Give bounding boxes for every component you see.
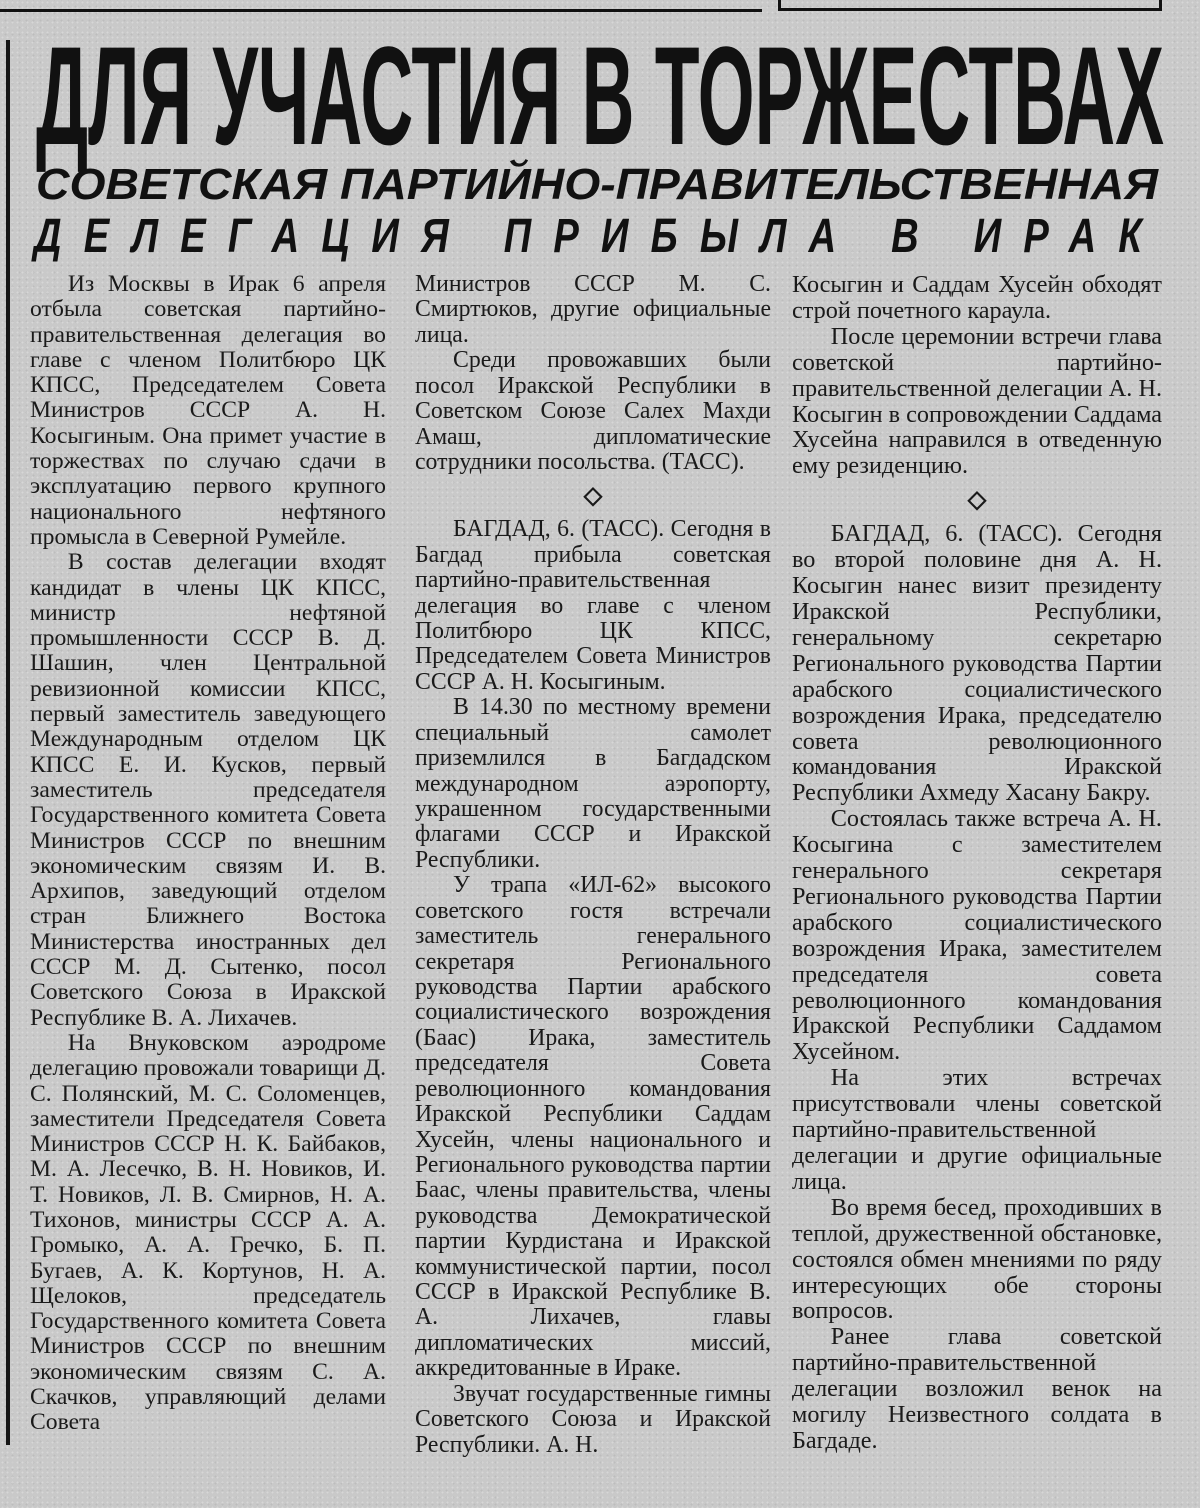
paragraph: БАГДАД, 6. (ТАСС). Сегодня во второй половине дня А. Н. Косыгин нанес визит президенту Иракской Республики, генеральному секретарю Регионального руководства Партии арабского социалистического возрождения Ирака, председателю совета революционного командования Иракской Республики Ахмеду Хасану Бакру. — [792, 520, 1162, 807]
paragraph: БАГДАД, 6. (ТАСС). Сегодня в Багдад прибыла советская партийно-правительственная делегация во главе с членом Политбюро ЦК КПСС, Председателем Совета Министров СССР А. Н. Косыгиным. — [415, 516, 771, 695]
article-column-1 — [30, 272, 386, 1436]
paragraph: Из Москвы в Ирак 6 апреля отбыла советская партийно-правительственная делегация во главе с членом Политбюро ЦК КПСС, Председателем Совета Министров СССР А. Н. Косыгиным. Она примет участие в торжествах по случаю сдачи в эксплуатацию первого крупного национального нефтяного промысла в Северной Румейле. — [30, 271, 386, 550]
paragraph: Во время бесед, проходивших в теплой, дружественной обстановке, состоялся обмен мнениями по ряду интересующих обе стороны вопросов. — [792, 1193, 1162, 1325]
paragraph: На Внуковском аэродроме делегацию провожали товарищи Д. С. Полянский, М. С. Соломенцев, заместители Председателя Совета Министров СССР Н. К. Байбаков, М. А. Лесечко, В. Н. Новиков, И. Т. Новиков, Л. В. Смирнов, Н. А. Тихонов, министры СССР А. А. Громыко, А. А. Гречко, Б. П. Бугаев, А. К. Кортунов, Н. А. Щелоков, председатель Государственного комитета Совета Министров СССР по внешним экономическим связям С. А. Скачков, управляющий делами Совета — [30, 1029, 387, 1436]
paragraph: Косыгин и Саддам Хусейн обходят строй почетного караула. — [792, 271, 1162, 324]
paragraph: У трапа «ИЛ-62» высокого советского гостя встречали заместитель генерального секретаря Регионального руководства Партии арабского социалистического возрождения (Баас) Ирака, заместитель председателя Совета революционного командования Иракской Республики Саддам Хусейн, члены национального и Регионального руководства партии Баас, члены правительства, члены руководства Демократической партии Курдистана и Иракской коммунистической партии, посол СССР в Иракской Республике В. А. Лихачев, главы дипломатических миссий, аккредитованные в Ираке. — [415, 872, 771, 1382]
paragraph: Ранее глава советской партийно-правительственной делегации возложил венок на могилу Неизвестного солдата в Багдаде. — [792, 1323, 1162, 1454]
headline: ДЛЯ УЧАСТИЯ В ТОРЖЕСТВАХ — [36, 17, 1164, 174]
subheadline: СОВЕТСКАЯ ПАРТИЙНО-ПРАВИТЕЛЬСТВЕННАЯ — [36, 160, 1158, 209]
paragraph: После церемонии встречи глава советской партийно-правительственной делегации А. Н. Косыгин в сопровождении Саддама Хусейна направился в отведенную ему резиденцию. — [792, 322, 1162, 480]
article-column-3 — [792, 272, 1162, 1454]
paragraph: Среди провожавших были посол Иракской Республики в Советском Союзе Салех Махди Амаш, дипломатические сотрудники посольства. (ТАСС). — [415, 347, 771, 475]
adjacent-article-border — [778, 0, 1162, 11]
paragraph: Министров СССР М. С. Смиртюков, другие официальные лица. — [415, 271, 771, 348]
subheadline: ДЕЛЕГАЦИЯ ПРИБЫЛА В ИРАК — [34, 210, 1164, 263]
paragraph: Звучат государственные гимны Советского Союза и Иракской Республики. А. Н. — [415, 1380, 771, 1458]
paragraph: На этих встречах присутствовали члены советской партийно-правительственной делегации и другие официальные лица. — [792, 1064, 1162, 1195]
column-rule — [6, 40, 10, 1445]
article-column-2 — [415, 272, 771, 1458]
diamond-icon: ◇ — [967, 487, 987, 514]
top-rule — [0, 0, 762, 12]
diamond-icon: ◇ — [583, 483, 603, 510]
paragraph: Состоялась также встреча А. Н. Косыгина с заместителем генерального секретаря Регионального руководства Партии арабского социалистического возрождения Ирака, заместителем председателя совета революционного командования Иракской Республики Саддамом Хусейном. — [792, 805, 1162, 1066]
paragraph: В 14.30 по местному времени специальный самолет приземлился в Багдадском международном аэропорту, украшенном государственными флагами СССР и Иракской Республики. — [415, 694, 771, 873]
paragraph: В состав делегации входят кандидат в члены ЦК КПСС, министр нефтяной промышленности СССР В. Д. Шашин, член Центральной ревизионной комиссии КПСС, первый заместитель заведующего Международным отделом ЦК КПСС Е. И. Кусков, первый заместитель председателя Государственного комитета Совета Министров СССР по внешним экономическим связям И. В. Архипов, заведующий отделом стран Ближнего Востока Министерства иностранных дел СССР М. Д. Сытенко, посол Советского Союза в Иракской Республике В. А. Лихачев. — [30, 549, 386, 1031]
